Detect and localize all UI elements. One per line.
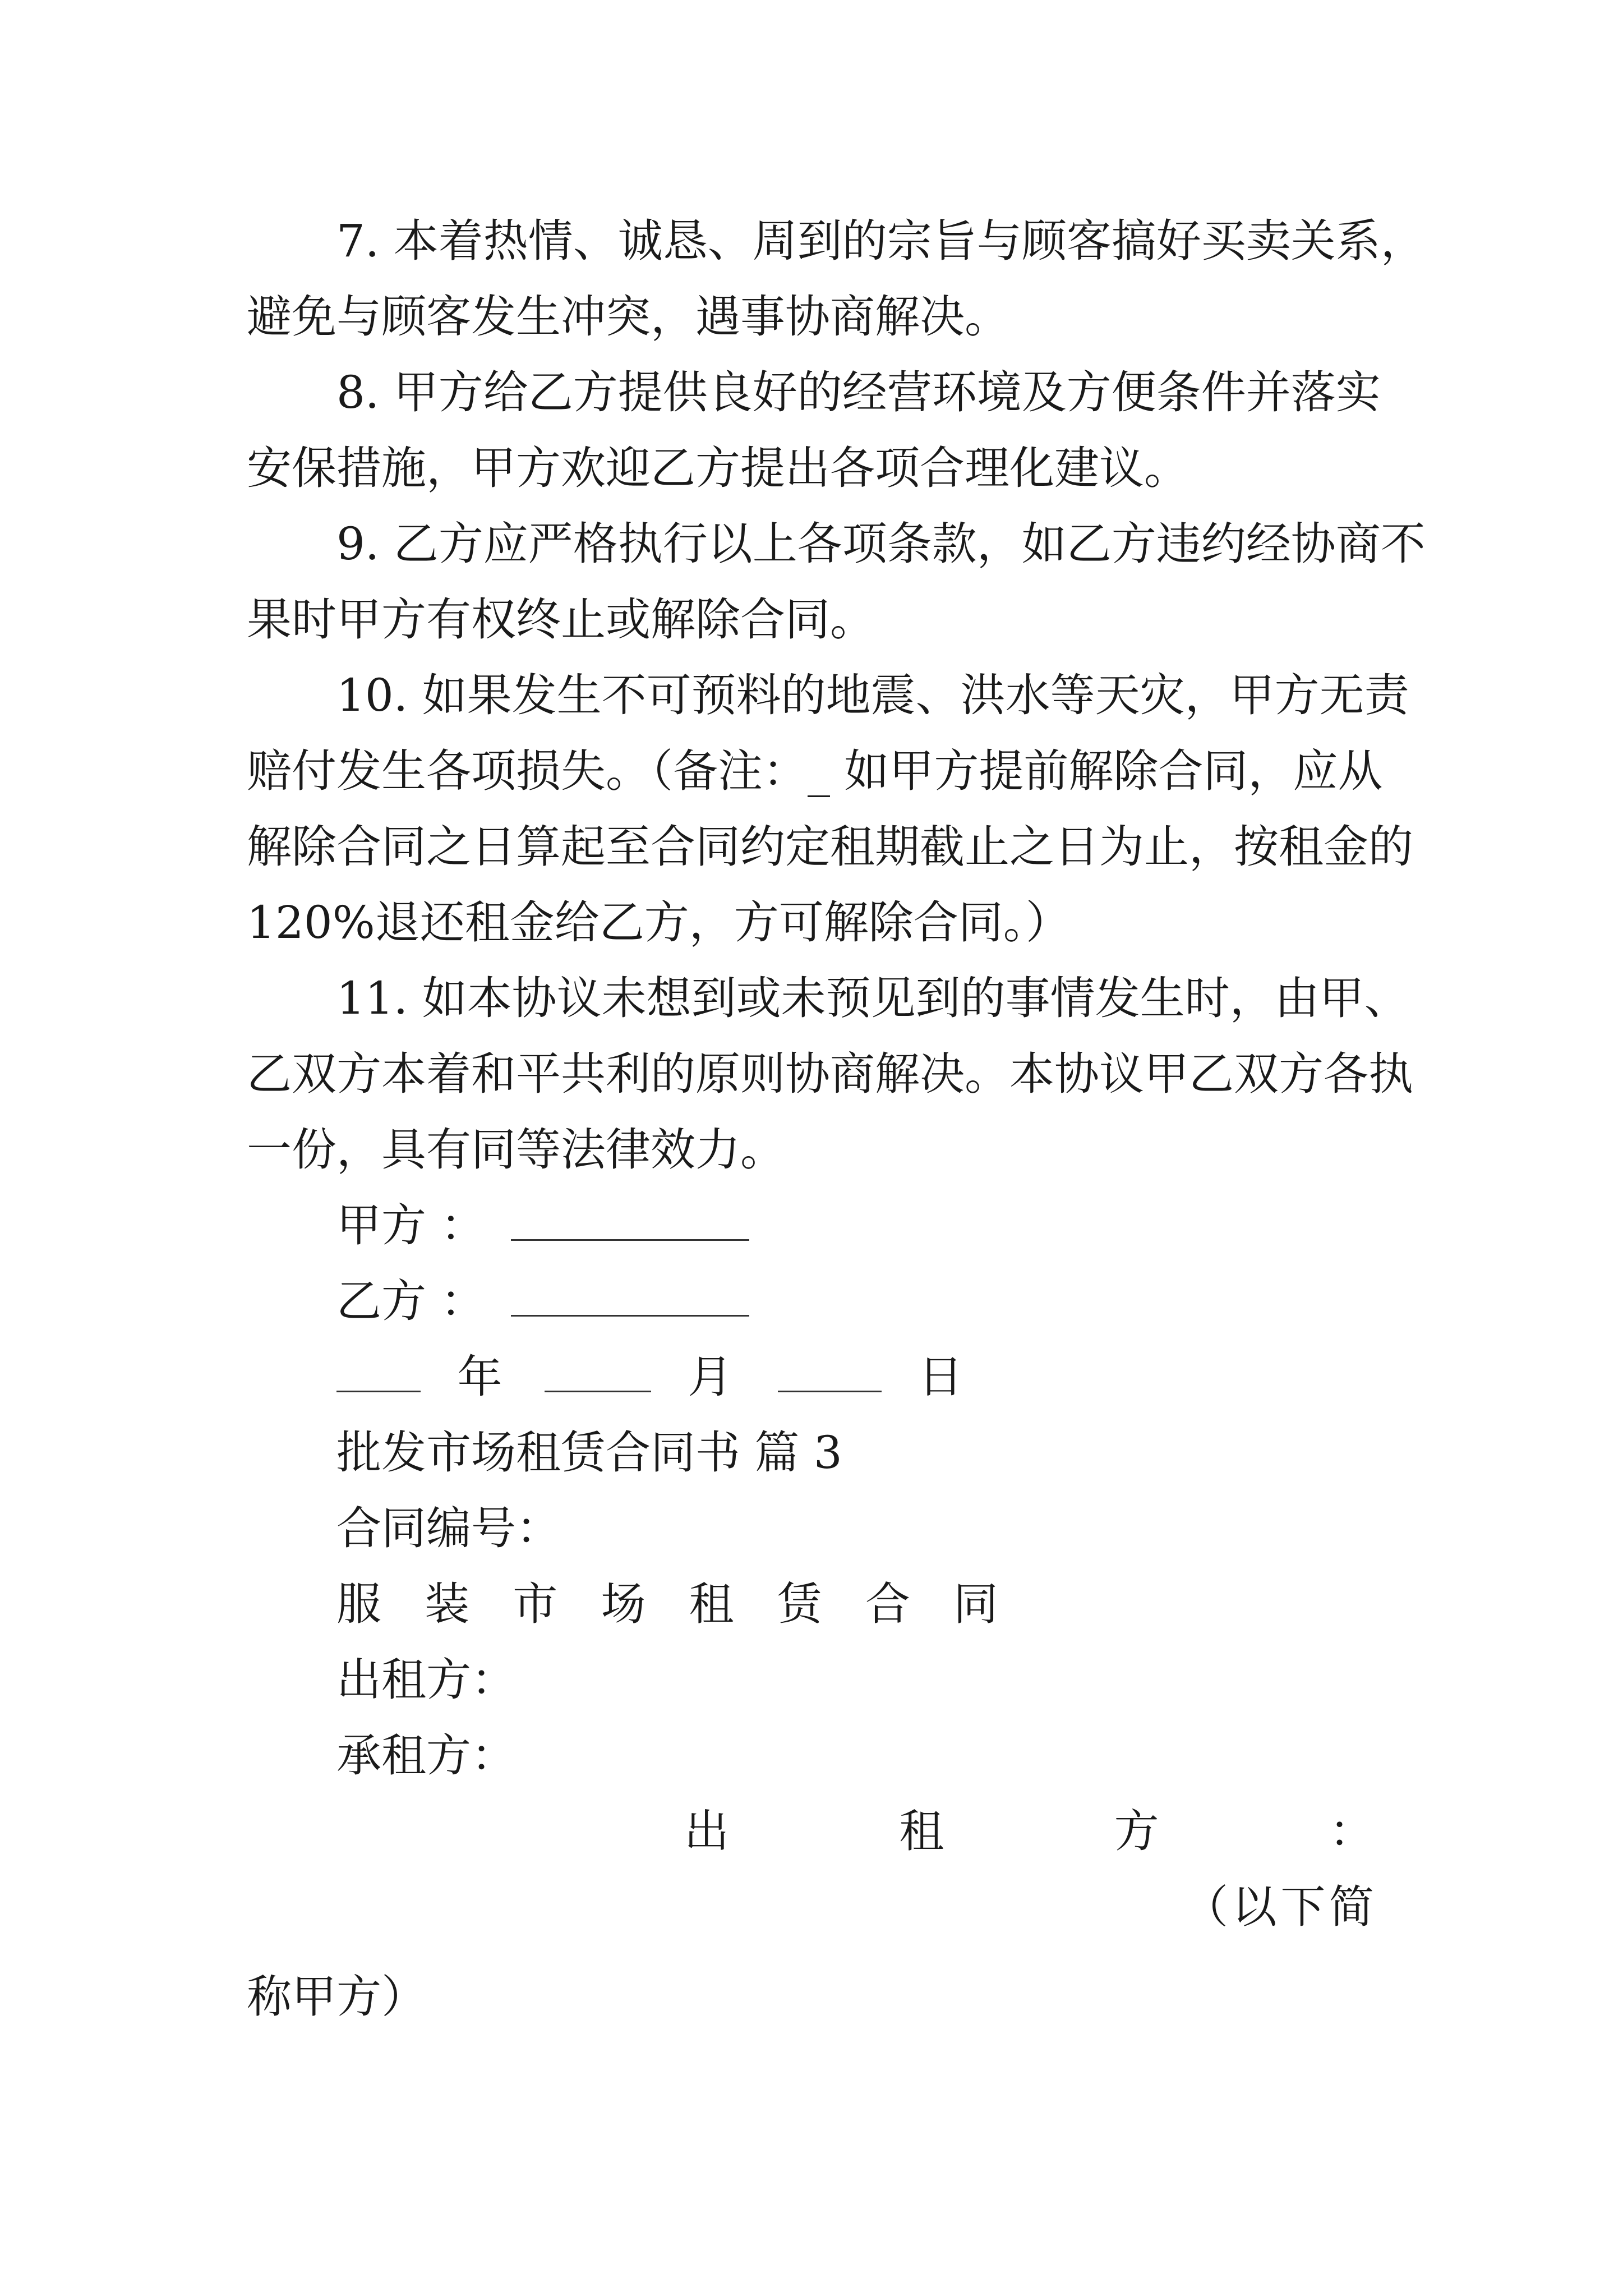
party-b-signature-line bbox=[336, 1273, 749, 1329]
contract-title bbox=[336, 1576, 998, 1632]
lessee-label: 承租方： bbox=[336, 1729, 516, 1782]
abbr-char: 下 bbox=[1280, 1881, 1326, 1933]
p10-line4: 120%退还租金给乙方，方可解除合同。） bbox=[247, 896, 1071, 949]
title-char: 场 bbox=[601, 1578, 646, 1630]
day-blank bbox=[778, 1351, 882, 1392]
date-line bbox=[336, 1349, 963, 1405]
party-a-label: 甲方 ： bbox=[336, 1199, 486, 1251]
p10-line3: 解除合同之日算起至合同约定租期截止之日为止，按租金的 bbox=[247, 821, 1413, 873]
p11-line2: 乙双方本着和平共利的原则协商解决。本协议甲乙双方各执 bbox=[247, 1048, 1413, 1100]
contract-number-label: 合同编号： bbox=[336, 1502, 561, 1554]
year-blank bbox=[336, 1351, 421, 1392]
abbreviation-end: 称甲方） bbox=[247, 1971, 426, 2023]
title-char: 赁 bbox=[777, 1578, 822, 1630]
party-b-blank bbox=[511, 1276, 749, 1317]
p8-line1: 8. 甲方给乙方提供良好的经营环境及方便条件并落实 bbox=[336, 366, 1381, 418]
p7-line2: 避免与顾客发生冲突，遇事协商解决。 bbox=[247, 291, 1009, 343]
title-char: 装 bbox=[425, 1578, 470, 1630]
title-char: 同 bbox=[953, 1578, 998, 1630]
p10-line2: 赔付发生各项损失。（备注：_ 如甲方提前解除合同，应从 bbox=[247, 745, 1383, 797]
p10-line1: 10. 如果发生不可预料的地震、洪水等天灾，甲方无责 bbox=[336, 669, 1409, 721]
p11-line1: 11. 如本协议未想到或未预见到的事情发生时，由甲、 bbox=[336, 972, 1409, 1024]
title-char: 合 bbox=[865, 1578, 910, 1630]
p8-line2: 安保措施，甲方欢迎乙方提出各项合理化建议。 bbox=[247, 442, 1189, 494]
month-label: 月 bbox=[688, 1351, 733, 1403]
year-label: 年 bbox=[457, 1351, 502, 1403]
lessor-char: 租 bbox=[899, 1805, 944, 1857]
lessor-label: 出租方： bbox=[336, 1654, 516, 1706]
lessor-char: 出 bbox=[684, 1805, 729, 1857]
abbr-char: （ bbox=[1183, 1881, 1228, 1933]
p9-line2: 果时甲方有权终止或解除合同。 bbox=[247, 593, 875, 646]
abbr-char: 以 bbox=[1232, 1881, 1277, 1933]
title-char: 租 bbox=[689, 1578, 734, 1630]
party-b-label: 乙方 ： bbox=[336, 1275, 486, 1327]
p11-line3: 一份，具有同等法律效力。 bbox=[247, 1124, 785, 1176]
month-blank bbox=[545, 1351, 651, 1392]
party-a-blank bbox=[511, 1200, 749, 1241]
day-label: 日 bbox=[918, 1351, 963, 1403]
abbr-char: 简 bbox=[1329, 1881, 1374, 1933]
p9-line1: 9. 乙方应严格执行以上各项条款，如乙方违约经协商不 bbox=[336, 518, 1426, 570]
party-a-signature-line bbox=[336, 1198, 749, 1254]
title-char: 市 bbox=[513, 1578, 558, 1630]
p7-line1: 7. 本着热情、诚恳、周到的宗旨与顾客搞好买卖关系， bbox=[336, 215, 1426, 267]
section3-heading: 批发市场租赁合同书 篇 3 bbox=[336, 1427, 842, 1479]
lessor-char: 方 bbox=[1114, 1805, 1159, 1857]
abbreviation-line bbox=[1183, 1879, 1374, 1935]
lessor-spaced-line bbox=[684, 1803, 1374, 1860]
title-char: 服 bbox=[336, 1578, 381, 1630]
lessor-char: ： bbox=[1329, 1805, 1374, 1857]
